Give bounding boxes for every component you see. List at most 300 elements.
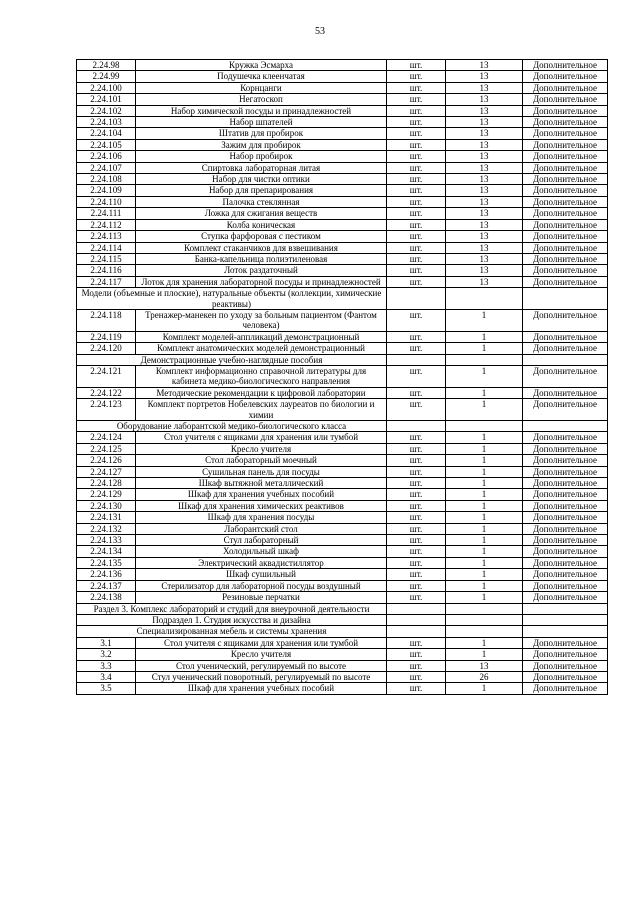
empty-cell (523, 288, 608, 310)
item-unit: шт. (387, 478, 446, 489)
item-number: 2.24.112 (77, 219, 136, 230)
item-number: 2.24.109 (77, 185, 136, 196)
item-unit: шт. (387, 649, 446, 660)
section-heading: Подраздел 1. Студия искусства и дизайна (77, 614, 387, 625)
table-body (77, 60, 608, 695)
empty-cell (446, 421, 523, 432)
item-type: Дополнительное (523, 117, 608, 128)
item-name: Кружка Эсмарха (136, 60, 387, 71)
table-row (77, 117, 608, 128)
item-name: Комплект анатомических моделей демонстрационный (136, 343, 387, 354)
item-quantity: 1 (446, 489, 523, 500)
item-unit: шт. (387, 128, 446, 139)
item-name: Набор шпателей (136, 117, 387, 128)
item-number: 2.24.119 (77, 331, 136, 342)
item-number: 2.24.137 (77, 580, 136, 591)
item-quantity: 1 (446, 478, 523, 489)
empty-cell (446, 614, 523, 625)
table-row (77, 569, 608, 580)
item-name: Набор для препарирования (136, 185, 387, 196)
table-row (77, 387, 608, 398)
item-unit: шт. (387, 185, 446, 196)
item-name: Негатоскоп (136, 94, 387, 105)
item-unit: шт. (387, 231, 446, 242)
item-number: 2.24.114 (77, 242, 136, 253)
item-number: 2.24.126 (77, 455, 136, 466)
item-unit: шт. (387, 683, 446, 694)
table-row (77, 478, 608, 489)
item-unit: шт. (387, 253, 446, 264)
item-unit: шт. (387, 174, 446, 185)
item-number: 3.2 (77, 649, 136, 660)
item-quantity: 1 (446, 649, 523, 660)
item-type: Дополнительное (523, 466, 608, 477)
item-name: Стол учителя с ящиками для хранения или тумбой (136, 637, 387, 648)
table-row (77, 82, 608, 93)
item-type: Дополнительное (523, 660, 608, 671)
item-quantity: 13 (446, 253, 523, 264)
empty-cell (387, 354, 446, 365)
empty-cell (446, 288, 523, 310)
item-unit: шт. (387, 343, 446, 354)
table-row (77, 174, 608, 185)
group-heading-row (77, 288, 608, 310)
table-row (77, 276, 608, 287)
table-row (77, 546, 608, 557)
item-unit: шт. (387, 512, 446, 523)
item-name: Комплект информационно справочной литературы для кабинета медико-биологического направления (136, 365, 387, 387)
item-name: Резиновые перчатки (136, 592, 387, 603)
item-name: Банка-капельница полиэтиленовая (136, 253, 387, 264)
table-row (77, 94, 608, 105)
item-number: 3.3 (77, 660, 136, 671)
item-unit: шт. (387, 71, 446, 82)
empty-cell (523, 614, 608, 625)
item-name: Лоток для хранения лабораторной посуды и принадлежностей (136, 276, 387, 287)
item-number: 2.24.130 (77, 500, 136, 511)
item-number: 2.24.107 (77, 162, 136, 173)
table-row (77, 309, 608, 331)
empty-cell (523, 421, 608, 432)
item-quantity: 1 (446, 535, 523, 546)
item-quantity: 1 (446, 387, 523, 398)
item-unit: шт. (387, 557, 446, 568)
item-number: 2.24.108 (77, 174, 136, 185)
item-number: 2.24.111 (77, 208, 136, 219)
item-quantity: 1 (446, 399, 523, 421)
item-quantity: 13 (446, 71, 523, 82)
table-row (77, 128, 608, 139)
item-number: 2.24.116 (77, 265, 136, 276)
empty-cell (446, 603, 523, 614)
item-name: Шкаф для хранения химических реактивов (136, 500, 387, 511)
item-quantity: 13 (446, 105, 523, 116)
item-type: Дополнительное (523, 512, 608, 523)
section-heading-row (77, 626, 608, 637)
item-number: 2.24.124 (77, 432, 136, 443)
item-type: Дополнительное (523, 535, 608, 546)
item-unit: шт. (387, 331, 446, 342)
item-number: 2.24.121 (77, 365, 136, 387)
item-unit: шт. (387, 196, 446, 207)
item-quantity: 13 (446, 94, 523, 105)
group-heading-row (77, 421, 608, 432)
item-unit: шт. (387, 117, 446, 128)
item-type: Дополнительное (523, 365, 608, 387)
item-quantity: 13 (446, 231, 523, 242)
item-quantity: 13 (446, 128, 523, 139)
item-type: Дополнительное (523, 242, 608, 253)
item-name: Корнцанги (136, 82, 387, 93)
table-row (77, 580, 608, 591)
item-name: Кресло учителя (136, 649, 387, 660)
item-type: Дополнительное (523, 432, 608, 443)
item-name: Комплект портретов Нобелевских лауреатов по биологии и химии (136, 399, 387, 421)
empty-cell (387, 614, 446, 625)
empty-cell (523, 626, 608, 637)
item-unit: шт. (387, 671, 446, 682)
item-number: 2.24.136 (77, 569, 136, 580)
item-unit: шт. (387, 489, 446, 500)
table-row (77, 637, 608, 648)
item-quantity: 13 (446, 242, 523, 253)
item-type: Дополнительное (523, 208, 608, 219)
item-number: 2.24.125 (77, 443, 136, 454)
item-name: Шкаф сушильный (136, 569, 387, 580)
item-unit: шт. (387, 139, 446, 150)
item-type: Дополнительное (523, 276, 608, 287)
equipment-table (76, 59, 608, 695)
table-row (77, 512, 608, 523)
item-type: Дополнительное (523, 683, 608, 694)
item-type: Дополнительное (523, 580, 608, 591)
item-type: Дополнительное (523, 637, 608, 648)
item-type: Дополнительное (523, 253, 608, 264)
item-unit: шт. (387, 208, 446, 219)
item-type: Дополнительное (523, 649, 608, 660)
item-type: Дополнительное (523, 387, 608, 398)
item-name: Колба коническая (136, 219, 387, 230)
item-quantity: 1 (446, 637, 523, 648)
group-heading: Модели (объемные и плоские), натуральные объекты (коллекции, химические реактивы) (77, 288, 387, 310)
item-quantity: 13 (446, 265, 523, 276)
empty-cell (387, 288, 446, 310)
item-type: Дополнительное (523, 162, 608, 173)
table-row (77, 649, 608, 660)
item-name: Лаборантский стол (136, 523, 387, 534)
item-type: Дополнительное (523, 489, 608, 500)
table-row (77, 500, 608, 511)
item-quantity: 1 (446, 592, 523, 603)
item-name: Стул лабораторный (136, 535, 387, 546)
item-unit: шт. (387, 151, 446, 162)
item-type: Дополнительное (523, 94, 608, 105)
item-unit: шт. (387, 162, 446, 173)
item-quantity: 13 (446, 174, 523, 185)
empty-cell (387, 603, 446, 614)
group-heading: Демонстрационные учебно-наглядные пособия (77, 354, 387, 365)
item-number: 3.4 (77, 671, 136, 682)
item-number: 2.24.98 (77, 60, 136, 71)
item-name: Набор для чистки оптики (136, 174, 387, 185)
item-quantity: 1 (446, 580, 523, 591)
item-name: Палочка стеклянная (136, 196, 387, 207)
table-row (77, 683, 608, 694)
item-number: 2.24.100 (77, 82, 136, 93)
item-type: Дополнительное (523, 151, 608, 162)
item-type: Дополнительное (523, 185, 608, 196)
table-row (77, 343, 608, 354)
item-quantity: 13 (446, 276, 523, 287)
item-name: Электрический аквадистиллятор (136, 557, 387, 568)
item-quantity: 13 (446, 162, 523, 173)
item-name: Стерилизатор для лабораторной посуды воздушный (136, 580, 387, 591)
item-unit: шт. (387, 276, 446, 287)
item-quantity: 13 (446, 185, 523, 196)
item-name: Набор химической посуды и принадлежностей (136, 105, 387, 116)
table-row (77, 523, 608, 534)
item-quantity: 13 (446, 60, 523, 71)
item-quantity: 13 (446, 660, 523, 671)
item-type: Дополнительное (523, 557, 608, 568)
item-number: 3.1 (77, 637, 136, 648)
table-row (77, 443, 608, 454)
item-type: Дополнительное (523, 343, 608, 354)
item-name: Шкаф для хранения учебных пособий (136, 489, 387, 500)
item-type: Дополнительное (523, 569, 608, 580)
item-number: 2.24.135 (77, 557, 136, 568)
item-unit: шт. (387, 399, 446, 421)
item-number: 2.24.113 (77, 231, 136, 242)
item-number: 2.24.99 (77, 71, 136, 82)
item-quantity: 13 (446, 219, 523, 230)
table-row (77, 466, 608, 477)
item-unit: шт. (387, 535, 446, 546)
table-row (77, 671, 608, 682)
item-name: Зажим для пробирок (136, 139, 387, 150)
item-type: Дополнительное (523, 265, 608, 276)
item-quantity: 13 (446, 208, 523, 219)
item-quantity: 1 (446, 331, 523, 342)
item-name: Комплект моделей-аппликаций демонстрационный (136, 331, 387, 342)
item-quantity: 13 (446, 196, 523, 207)
item-unit: шт. (387, 443, 446, 454)
item-unit: шт. (387, 466, 446, 477)
item-quantity: 1 (446, 557, 523, 568)
item-name: Стол лабораторный моечный (136, 455, 387, 466)
item-name: Шкаф вытяжной металлический (136, 478, 387, 489)
item-type: Дополнительное (523, 128, 608, 139)
item-type: Дополнительное (523, 139, 608, 150)
item-unit: шт. (387, 500, 446, 511)
item-name: Набор пробирок (136, 151, 387, 162)
section-heading-row (77, 614, 608, 625)
item-quantity: 13 (446, 117, 523, 128)
item-unit: шт. (387, 455, 446, 466)
item-quantity: 1 (446, 523, 523, 534)
item-name: Лоток раздаточный (136, 265, 387, 276)
table-row (77, 592, 608, 603)
item-quantity: 26 (446, 671, 523, 682)
empty-cell (446, 354, 523, 365)
table-row (77, 399, 608, 421)
item-name: Стол ученический, регулируемый по высоте (136, 660, 387, 671)
item-number: 2.24.104 (77, 128, 136, 139)
item-unit: шт. (387, 546, 446, 557)
table-row (77, 365, 608, 387)
item-unit: шт. (387, 94, 446, 105)
table-row (77, 105, 608, 116)
item-name: Методические рекомендации к цифровой лаборатории (136, 387, 387, 398)
item-type: Дополнительное (523, 309, 608, 331)
item-number: 2.24.134 (77, 546, 136, 557)
item-name: Сушильная панель для посуды (136, 466, 387, 477)
item-name: Ложка для сжигания веществ (136, 208, 387, 219)
item-number: 2.24.110 (77, 196, 136, 207)
item-number: 2.24.138 (77, 592, 136, 603)
section-heading-row (77, 603, 608, 614)
item-unit: шт. (387, 309, 446, 331)
item-number: 2.24.131 (77, 512, 136, 523)
item-unit: шт. (387, 387, 446, 398)
table-row (77, 196, 608, 207)
table-row (77, 139, 608, 150)
table-row (77, 231, 608, 242)
table-row (77, 489, 608, 500)
item-unit: шт. (387, 219, 446, 230)
item-unit: шт. (387, 365, 446, 387)
item-quantity: 1 (446, 455, 523, 466)
section-heading: Раздел 3. Комплекс лабораторий и студий для внеурочной деятельности (77, 603, 387, 614)
table-row (77, 151, 608, 162)
item-name: Шкаф для хранения учебных пособий (136, 683, 387, 694)
item-number: 2.24.102 (77, 105, 136, 116)
item-type: Дополнительное (523, 592, 608, 603)
item-quantity: 1 (446, 466, 523, 477)
empty-cell (387, 626, 446, 637)
item-type: Дополнительное (523, 82, 608, 93)
item-type: Дополнительное (523, 546, 608, 557)
item-number: 2.24.103 (77, 117, 136, 128)
item-number: 2.24.127 (77, 466, 136, 477)
item-unit: шт. (387, 523, 446, 534)
item-unit: шт. (387, 569, 446, 580)
table-row (77, 557, 608, 568)
item-number: 3.5 (77, 683, 136, 694)
table-row (77, 253, 608, 264)
table-row (77, 162, 608, 173)
item-name: Штатив для пробирок (136, 128, 387, 139)
item-name: Холодильный шкаф (136, 546, 387, 557)
table-row (77, 660, 608, 671)
empty-cell (523, 354, 608, 365)
item-unit: шт. (387, 660, 446, 671)
item-type: Дополнительное (523, 219, 608, 230)
empty-cell (446, 626, 523, 637)
table-row (77, 185, 608, 196)
item-type: Дополнительное (523, 71, 608, 82)
item-number: 2.24.115 (77, 253, 136, 264)
item-name: Тренажер-манекен по уходу за больным пациентом (Фантом человека) (136, 309, 387, 331)
item-quantity: 1 (446, 683, 523, 694)
item-type: Дополнительное (523, 196, 608, 207)
empty-cell (523, 603, 608, 614)
item-name: Шкаф для хранения посуды (136, 512, 387, 523)
item-name: Стул ученический поворотный, регулируемый по высоте (136, 671, 387, 682)
item-type: Дополнительное (523, 478, 608, 489)
item-unit: шт. (387, 637, 446, 648)
item-name: Спиртовка лабораторная литая (136, 162, 387, 173)
page-number: 53 (315, 26, 325, 37)
item-name: Кресло учителя (136, 443, 387, 454)
item-number: 2.24.132 (77, 523, 136, 534)
item-quantity: 13 (446, 151, 523, 162)
item-number: 2.24.129 (77, 489, 136, 500)
item-quantity: 13 (446, 82, 523, 93)
item-quantity: 1 (446, 569, 523, 580)
item-number: 2.24.106 (77, 151, 136, 162)
table-row (77, 265, 608, 276)
group-heading-row (77, 354, 608, 365)
item-unit: шт. (387, 432, 446, 443)
item-quantity: 13 (446, 139, 523, 150)
item-unit: шт. (387, 82, 446, 93)
item-quantity: 1 (446, 512, 523, 523)
item-number: 2.24.117 (77, 276, 136, 287)
item-type: Дополнительное (523, 443, 608, 454)
table-row (77, 455, 608, 466)
item-quantity: 1 (446, 343, 523, 354)
item-type: Дополнительное (523, 174, 608, 185)
group-heading: Оборудование лаборантской медико-биологического класса (77, 421, 387, 432)
item-number: 2.24.118 (77, 309, 136, 331)
item-name: Стол учителя с ящиками для хранения или тумбой (136, 432, 387, 443)
item-quantity: 1 (446, 500, 523, 511)
section-heading: Специализированная мебель и системы хранения (77, 626, 387, 637)
item-quantity: 1 (446, 365, 523, 387)
item-number: 2.24.133 (77, 535, 136, 546)
item-quantity: 1 (446, 432, 523, 443)
table-row (77, 71, 608, 82)
item-type: Дополнительное (523, 500, 608, 511)
table-row (77, 60, 608, 71)
table-row (77, 432, 608, 443)
item-type: Дополнительное (523, 399, 608, 421)
table-row (77, 208, 608, 219)
item-type: Дополнительное (523, 523, 608, 534)
item-type: Дополнительное (523, 105, 608, 116)
table-row (77, 242, 608, 253)
item-unit: шт. (387, 580, 446, 591)
item-quantity: 1 (446, 443, 523, 454)
item-number: 2.24.105 (77, 139, 136, 150)
item-type: Дополнительное (523, 231, 608, 242)
item-unit: шт. (387, 242, 446, 253)
item-unit: шт. (387, 60, 446, 71)
item-type: Дополнительное (523, 60, 608, 71)
empty-cell (387, 421, 446, 432)
table-row (77, 331, 608, 342)
item-unit: шт. (387, 105, 446, 116)
item-unit: шт. (387, 265, 446, 276)
item-number: 2.24.120 (77, 343, 136, 354)
item-unit: шт. (387, 592, 446, 603)
item-quantity: 1 (446, 546, 523, 557)
item-type: Дополнительное (523, 671, 608, 682)
item-type: Дополнительное (523, 455, 608, 466)
item-name: Подушечка клеенчатая (136, 71, 387, 82)
item-name: Ступка фарфоровая с пестиком (136, 231, 387, 242)
